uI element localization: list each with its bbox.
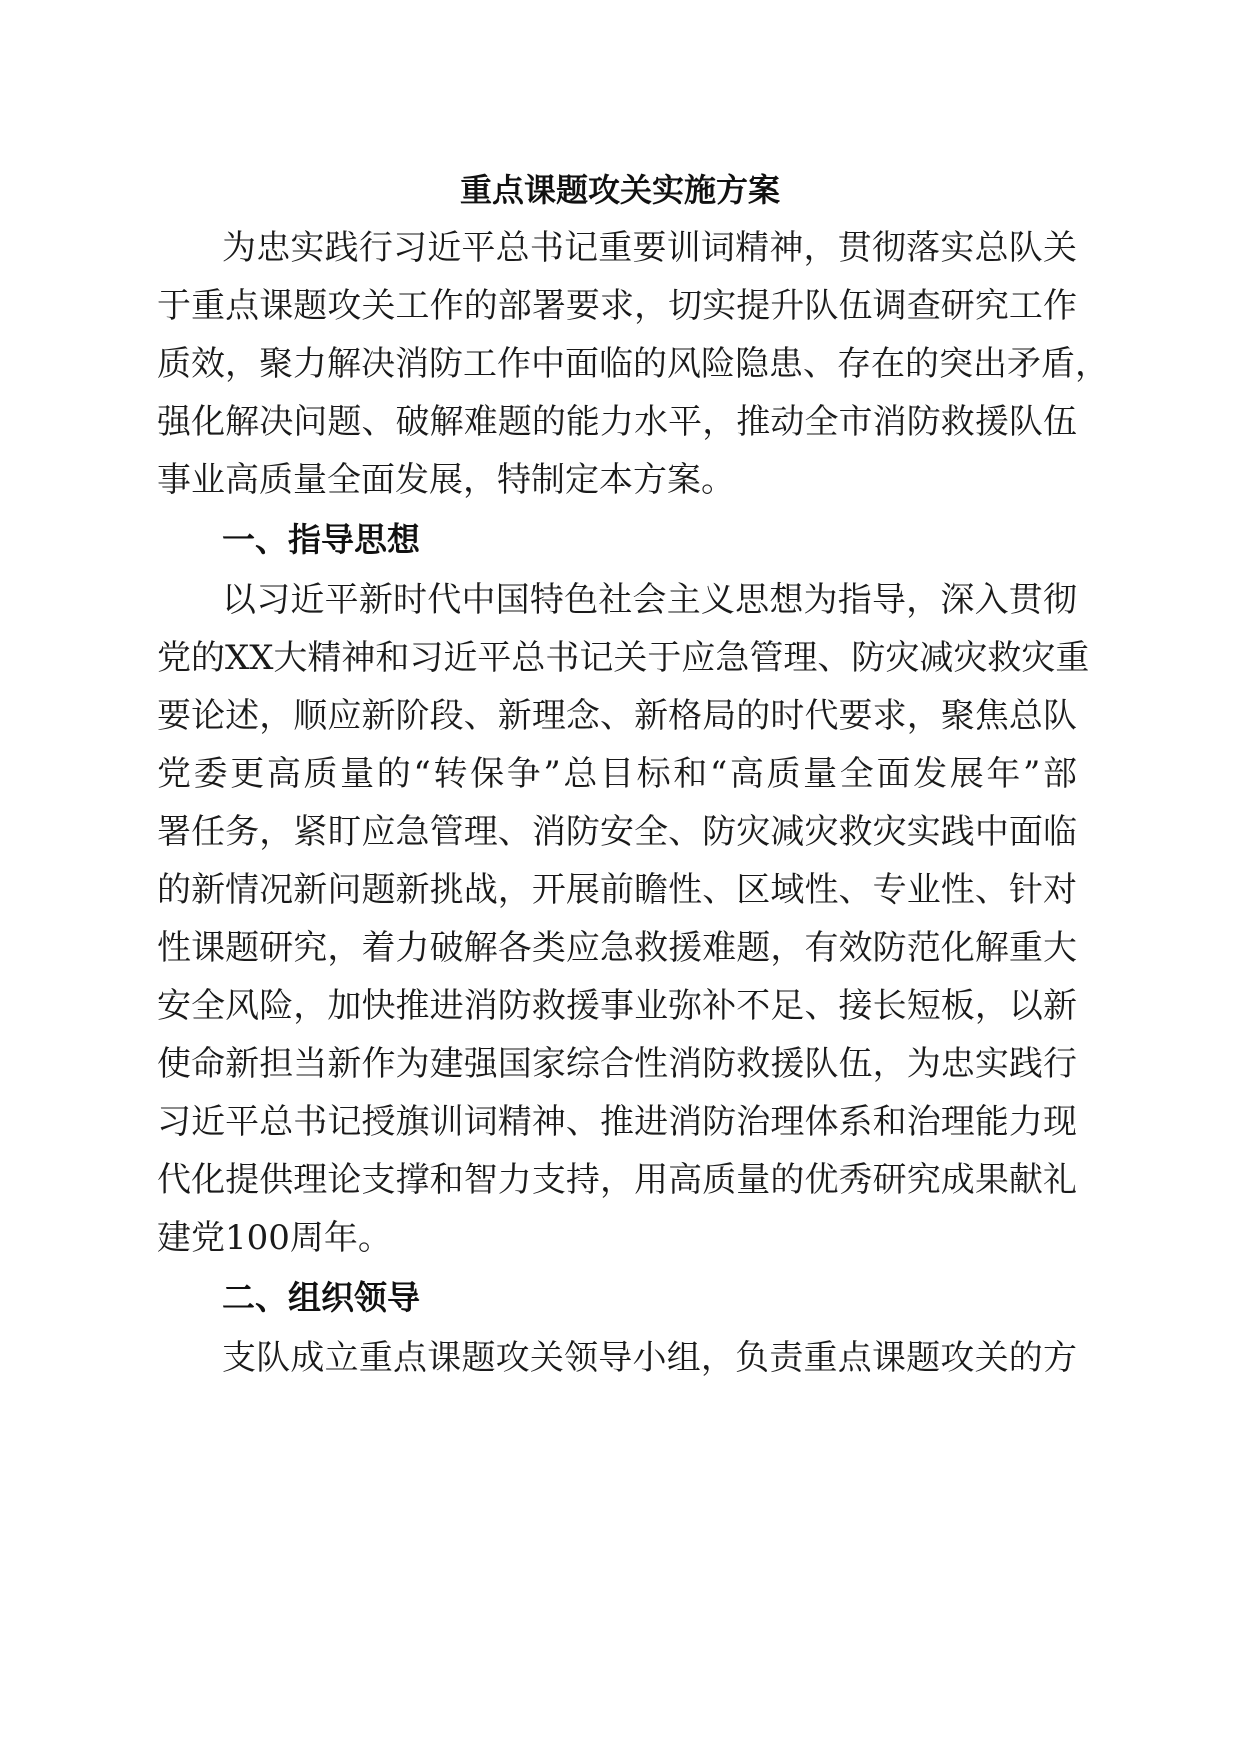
intro-line-3: 质效，聚力解决消防工作中面临的风险隐患、存在的突出矛盾， (157, 344, 1109, 384)
section1-line-1: 以习近平新时代中国特色社会主义思想为指导，深入贯彻 (222, 580, 1077, 620)
section1-line-11: 代化提供理论支撑和智力支持，用高质量的优秀研究成果献礼 (157, 1160, 1077, 1200)
document-title: 重点课题攻关实施方案 (459, 171, 780, 209)
intro-line-2: 于重点课题攻关工作的部署要求，切实提升队伍调查研究工作 (157, 286, 1077, 326)
section1-line-7: 性课题研究，着力破解各类应急救援难题，有效防范化解重大 (157, 928, 1077, 968)
section-heading-organizational-leadership: 二、组织领导 (222, 1278, 420, 1317)
section1-line-4: 党委更高质量的“转保争”总目标和“高质量全面发展年”部 (157, 754, 1077, 794)
section1-line-10: 习近平总书记授旗训词精神、推进消防治理体系和治理能力现 (157, 1102, 1077, 1142)
intro-line-1: 为忠实践行习近平总书记重要训词精神，贯彻落实总队关 (222, 228, 1077, 268)
intro-line-4: 强化解决问题、破解难题的能力水平，推动全市消防救援队伍 (157, 402, 1077, 442)
section1-line-9: 使命新担当新作为建强国家综合性消防救援队伍，为忠实践行 (157, 1044, 1077, 1084)
section-heading-guiding-ideology: 一、指导思想 (222, 520, 420, 559)
intro-line-5: 事业高质量全面发展，特制定本方案。 (157, 460, 735, 500)
section1-line-6: 的新情况新问题新挑战，开展前瞻性、区域性、专业性、针对 (157, 870, 1077, 910)
section1-line-8: 安全风险，加快推进消防救援事业弥补不足、接长短板，以新 (157, 986, 1077, 1026)
section1-line-12: 建党100周年。 (157, 1218, 392, 1258)
section1-line-3: 要论述，顺应新阶段、新理念、新格局的时代要求，聚焦总队 (157, 696, 1077, 736)
section2-line-1: 支队成立重点课题攻关领导小组，负责重点课题攻关的方 (222, 1338, 1077, 1378)
section1-line-5: 署任务，紧盯应急管理、消防安全、防灾减灾救灾实践中面临 (157, 812, 1077, 852)
section1-line-2: 党的XX大精神和习近平总书记关于应急管理、防灾减灾救灾重 (157, 638, 1090, 678)
